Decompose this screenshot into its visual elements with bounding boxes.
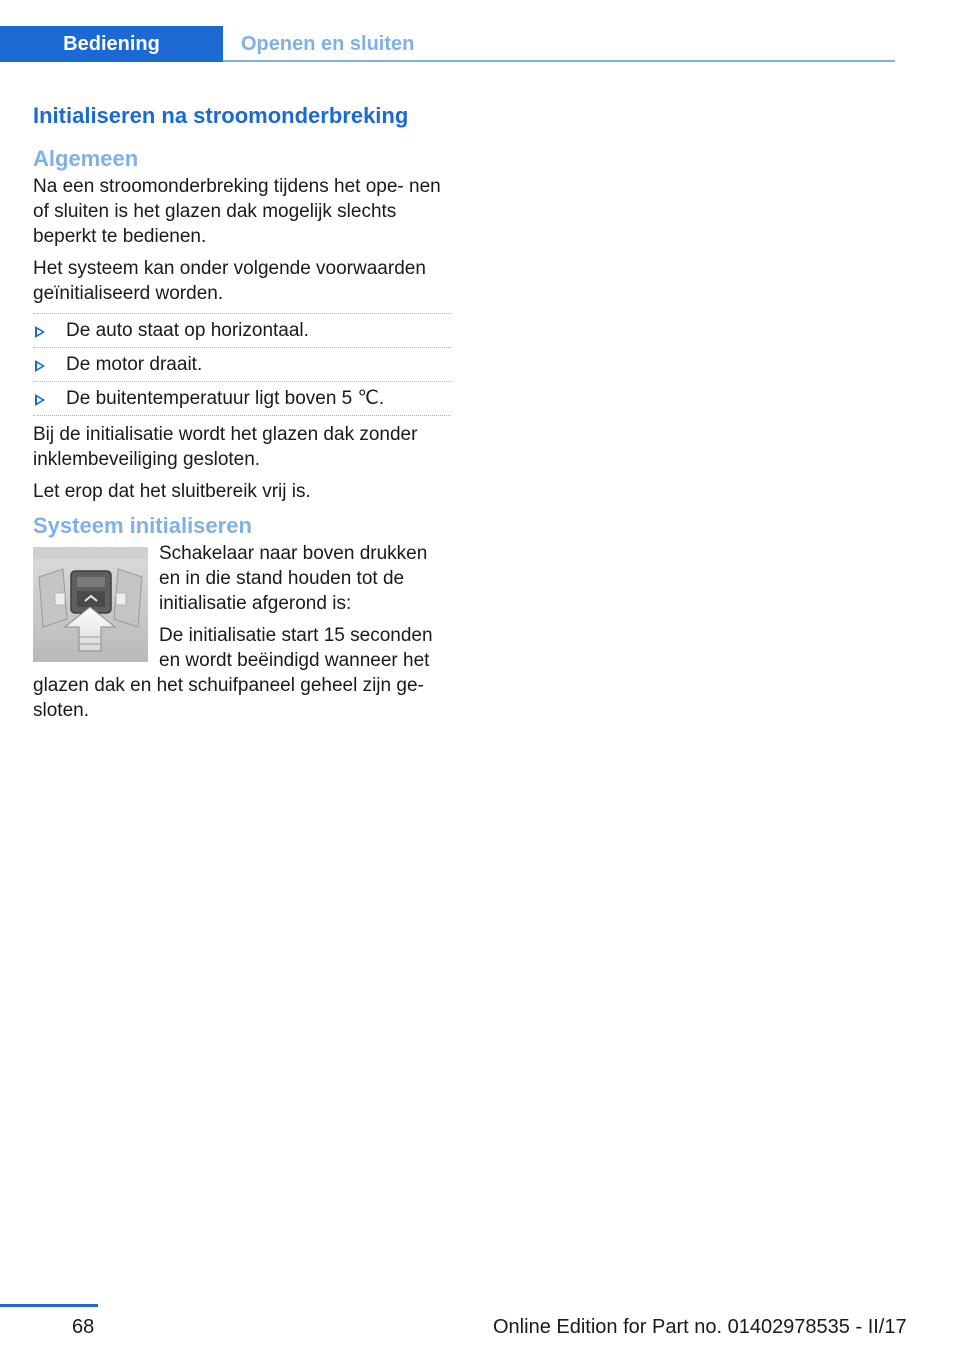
list-item-text: De auto staat op horizontaal. <box>66 320 309 341</box>
paragraph-closing-range-note: Let erop dat het sluitbereik vrij is. <box>33 481 311 502</box>
conditions-list <box>33 313 451 416</box>
paragraph-conditions-intro: Het systeem kan onder volgende voorwaarden geïnitialiseerd worden. <box>33 258 426 304</box>
triangle-bullet-icon <box>35 360 45 372</box>
list-item-text: De buitentemperatuur ligt boven 5 ℃. <box>66 388 385 409</box>
page-title: Initialiseren na stroomonderbreking <box>33 103 409 128</box>
roof-switch-icon <box>33 547 148 662</box>
paragraph-power-interruption: Na een stroomonderbreking tijdens het ope‐ nen of sluiten is het glazen dak mogelijk slechts beperkt te bedienen. <box>33 176 441 247</box>
triangle-bullet-icon <box>35 394 45 406</box>
list-item <box>33 313 451 348</box>
paragraph-initialisation-note: Bij de initialisatie wordt het glazen dak zonder inklembeveiliging gesloten. <box>33 424 418 470</box>
edition-note: Online Edition for Part no. 01402978535 - II/17 <box>493 1316 907 1338</box>
page-content <box>33 98 451 730</box>
roof-switch-illustration <box>33 547 148 662</box>
list-item-text: De motor draait. <box>66 354 203 375</box>
header-section-label: Bediening <box>63 33 160 55</box>
header-divider <box>223 60 895 62</box>
header-chapter-label: Openen en sluiten <box>241 33 415 55</box>
paragraph-press-switch: Schakelaar naar boven drukken en in die stand houden tot de initialisatie afgerond is: <box>159 543 428 614</box>
paragraph-initialisation-duration: De initialisatie start 15 seconden en wordt beëindigd wanneer het glazen dak en het schuifpaneel geheel zijn ge‐ sloten. <box>33 625 433 721</box>
triangle-bullet-icon <box>35 326 45 338</box>
list-item <box>33 348 451 382</box>
section-heading-general: Algemeen <box>33 146 139 171</box>
page-number: 68 <box>72 1316 95 1338</box>
system-init-block <box>33 541 451 723</box>
footer-divider <box>0 1304 98 1307</box>
list-item <box>33 382 451 416</box>
section-heading-system: Systeem initialiseren <box>33 513 252 538</box>
